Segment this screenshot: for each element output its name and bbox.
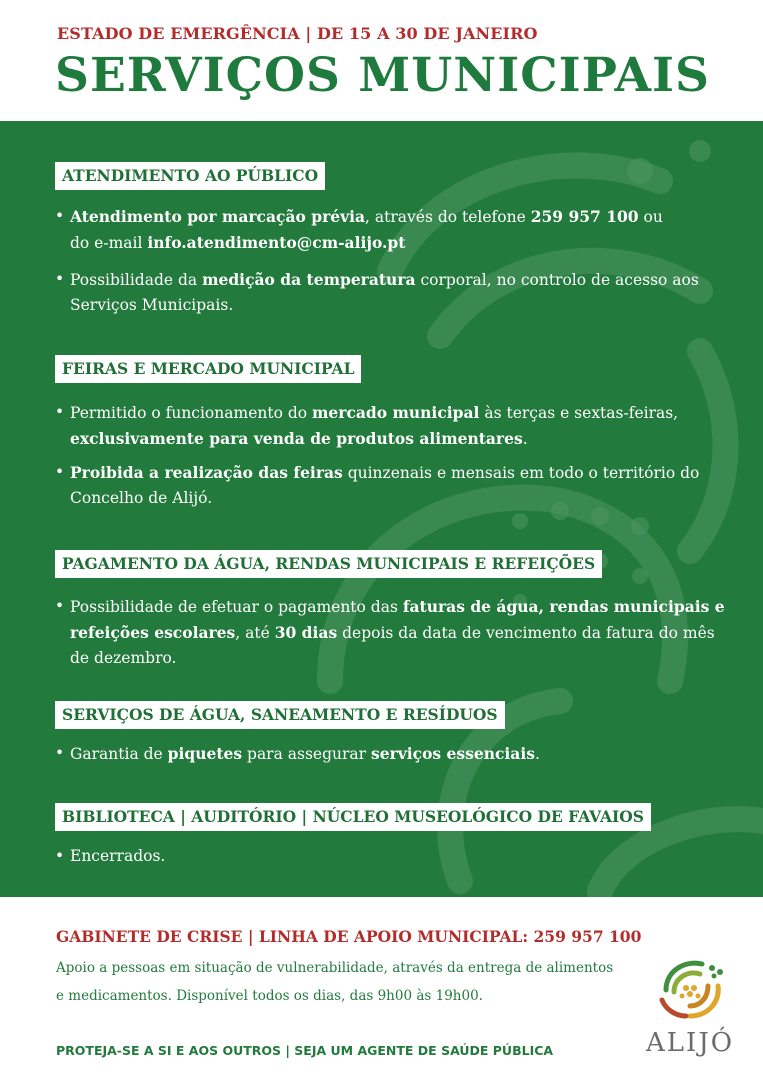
text-run: às terças e sextas-feiras, [479,404,679,422]
crisis-line-title: GABINETE DE CRISE | LINHA DE APOIO MUNICIPAL: 259 957 100 [56,927,642,946]
text-run: Possibilidade de efetuar o pagamento das [70,598,403,616]
alijo-logo-icon [656,956,728,1022]
bold-text: medição da temperatura [202,270,416,289]
text-run: quinzenais e mensais em todo o território do Concelho de Alijó. [70,464,700,507]
text-run: Possibilidade da [70,271,203,289]
bullet-text [55,204,735,256]
bold-text: 30 dias [274,623,338,642]
bullet-atendimento-marcacao: • Atendimento por marcação prévia, através do telefone 259 957 100 ou do e-mail info.atendimento@cm-alijo.pt [55,204,735,256]
text-run: Permitido o funcionamento do [70,404,313,422]
text-run: do e-mail [70,234,148,252]
text-run: Encerrados. [70,847,166,865]
bold-text: faturas de água, rendas municipais e refeições escolares [70,597,725,642]
bold-text: mercado municipal [312,403,480,422]
bold-text: serviços essenciais [370,744,535,763]
text-run: . [522,430,528,448]
text-run: , através do telefone [365,208,531,226]
bold-text: piquetes [167,744,243,763]
bullet-text [55,844,735,869]
text-run: depois da data de vencimento da fatura do mês de dezembro. [70,624,715,667]
pre-title: ESTADO DE EMERGÊNCIA | DE 15 A 30 DE JANEIRO [57,24,538,43]
bullet-text [55,267,735,318]
bold-text: exclusivamente para venda de produtos alimentares [70,429,523,448]
text-run: para assegurar [242,745,371,763]
text-run: . [534,745,540,763]
bold-text: Atendimento por marcação prévia [70,207,366,226]
support-description: Apoio a pessoas em situação de vulnerabilidade, através da entrega de alimentos e medicamentos. Disponível todos os dias, das 9h00 às 19h00. [56,960,614,1004]
bullet-piquetes: • Garantia de piquetes para assegurar serviços essenciais. [55,741,735,767]
bullet-text [55,741,735,767]
bullet-pagamento: • Possibilidade de efetuar o pagamento das faturas de água, rendas municipais e refeições escolares, até 30 dias depois da data de vencimento da fatura do mês de dezembro. [55,594,735,671]
section-label-atendimento: ATENDIMENTO AO PÚBLICO [55,162,325,190]
text-run: Garantia de [70,745,168,763]
text-run: ou [638,208,663,226]
bullet-mercado: • Permitido o funcionamento do mercado municipal às terças e sextas-feiras, exclusivamente para venda de produtos alimentares. [55,400,735,452]
page-title: SERVIÇOS MUNICIPAIS [55,48,710,103]
bullet-temperatura: • Possibilidade da medição da temperatura corporal, no controlo de acesso aos Serviços Municipais. [55,267,735,318]
bullet-feiras-proibidas: • Proibida a realização das feiras quinzenais e mensais em todo o território do Concelho de Alijó. [55,460,735,511]
text-run: corporal, no controlo de acesso aos Serviços Municipais. [70,271,699,314]
bullet-text [55,594,735,671]
section-label-feiras: FEIRAS E MERCADO MUNICIPAL [55,355,361,383]
section-label-servicos-agua: SERVIÇOS DE ÁGUA, SANEAMENTO E RESÍDUOS [55,701,505,729]
bold-text: 259 957 100 [530,207,639,226]
public-health-slogan: PROTEJA-SE A SI E AOS OUTROS | SEJA UM AGENTE DE SAÚDE PÚBLICA [56,1043,554,1058]
bold-text: Proibida a realização das feiras [70,463,343,482]
alijo-logo-text: ALIJÓ [646,1028,735,1058]
section-label-pagamento: PAGAMENTO DA ÁGUA, RENDAS MUNICIPAIS E REFEIÇÕES [55,550,602,578]
bold-text: info.atendimento@cm-alijo.pt [147,233,406,252]
bullet-text [55,400,735,452]
text-run: , até [235,624,275,642]
bullet-text [55,460,735,511]
section-label-biblioteca: BIBLIOTECA | AUDITÓRIO | NÚCLEO MUSEOLÓGICO DE FAVAIOS [55,803,651,831]
bullet-encerrados: • Encerrados. [55,844,735,869]
